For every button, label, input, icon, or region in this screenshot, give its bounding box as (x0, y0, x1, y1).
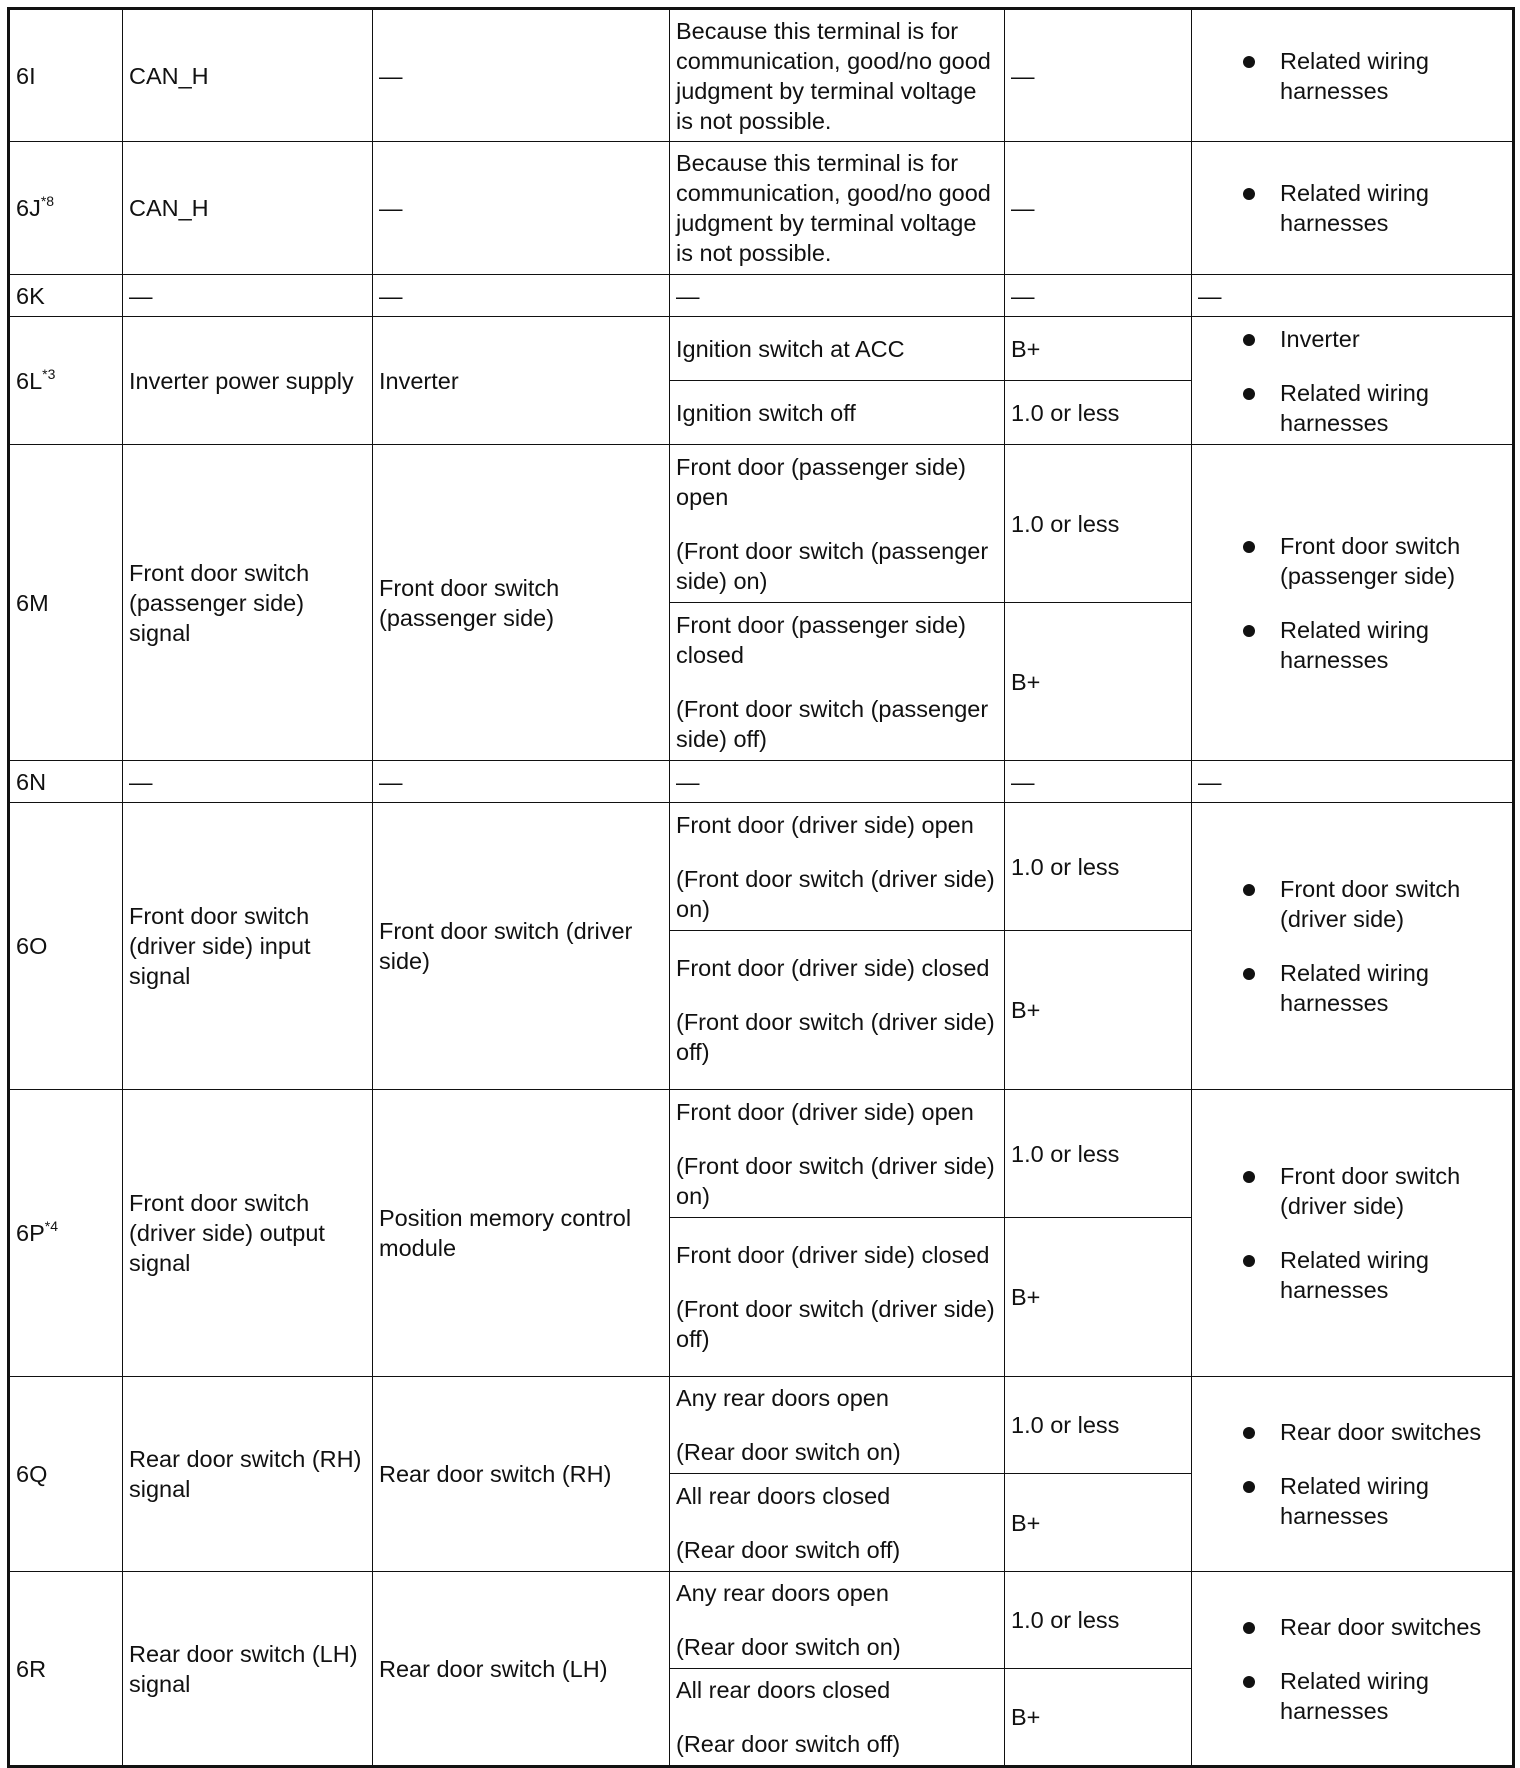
voltage-cell: B+ (1005, 1669, 1192, 1767)
terminal-id: 6I (16, 62, 36, 89)
voltage-cell: B+ (1005, 1474, 1192, 1572)
description-cell: Front door switch (driver side) input signal (123, 803, 373, 1090)
terminal-id: 6M (16, 589, 49, 616)
condition-cell (670, 1090, 1005, 1218)
table-row (9, 803, 1514, 931)
condition-cell (670, 317, 1005, 381)
description-cell: — (123, 275, 373, 317)
check-item: Related wiring harnesses (1240, 378, 1506, 438)
terminal-cell (9, 142, 123, 275)
terminal-id: 6R (16, 1655, 47, 1682)
condition-line: All rear doors closed (676, 1482, 891, 1509)
check-list (1198, 178, 1506, 238)
condition-line: Front door (driver side) closed (676, 1242, 990, 1268)
table-row (9, 275, 1514, 317)
connected-to-cell: Position memory control module (373, 1090, 670, 1377)
table-row (9, 9, 1514, 142)
condition-cell (670, 445, 1005, 603)
table-row (9, 142, 1514, 275)
check-item: Inverter (1240, 324, 1506, 354)
condition-cell (670, 1669, 1005, 1767)
description-cell: Inverter power supply (123, 317, 373, 445)
condition-cell (670, 1474, 1005, 1572)
condition-line: All rear doors closed (676, 1677, 891, 1703)
condition-line: (Rear door switch on) (676, 1439, 901, 1465)
check-item: Related wiring harnesses (1240, 1666, 1506, 1726)
check-items-cell (1192, 445, 1514, 761)
voltage-cell: — (1005, 761, 1192, 803)
voltage-cell: 1.0 or less (1005, 445, 1192, 603)
check-item: Related wiring harnesses (1240, 46, 1506, 106)
description-cell: CAN_H (123, 142, 373, 275)
condition-line: Ignition switch off (676, 399, 856, 426)
terminal-cell (9, 275, 123, 317)
check-items-cell (1192, 317, 1514, 445)
connected-to-cell: — (373, 142, 670, 275)
check-items-cell: — (1192, 761, 1514, 803)
condition-cell (670, 1218, 1005, 1377)
condition-cell (670, 761, 1005, 803)
voltage-cell: B+ (1005, 603, 1192, 761)
voltage-cell: B+ (1005, 1218, 1192, 1377)
table-row (9, 1377, 1514, 1474)
condition-line: (Front door switch (passenger side) on) (676, 537, 989, 594)
connected-to-cell: Front door switch (passenger side) (373, 445, 670, 761)
condition-line: (Rear door switch off) (676, 1731, 901, 1757)
terminal-note: *4 (44, 1218, 58, 1234)
condition-line: Because this terminal is for communication, good/no good judgment by terminal voltage is not possible. (676, 150, 991, 266)
check-item: Front door switch (driver side) (1240, 874, 1506, 934)
check-items-cell (1192, 142, 1514, 275)
check-list (1198, 531, 1506, 675)
condition-line: (Front door switch (driver side) on) (676, 1152, 995, 1209)
terminal-id: 6L (16, 367, 43, 394)
table-row (9, 317, 1514, 381)
terminal-id: 6Q (16, 1461, 48, 1487)
condition-cell (670, 931, 1005, 1090)
voltage-cell: — (1005, 9, 1192, 142)
check-item: Rear door switches (1240, 1417, 1506, 1447)
description-cell: Rear door switch (LH) signal (123, 1572, 373, 1767)
voltage-cell: B+ (1005, 931, 1192, 1090)
condition-line: Any rear doors open (676, 1385, 889, 1411)
condition-line: Front door (driver side) closed (676, 955, 990, 981)
description-cell: — (123, 761, 373, 803)
condition-line: Front door (driver side) open (676, 1098, 974, 1125)
terminal-cell (9, 317, 123, 445)
condition-line: (Front door switch (driver side) on) (676, 865, 995, 922)
condition-cell (670, 603, 1005, 761)
description-cell: CAN_H (123, 9, 373, 142)
check-item: Front door switch (passenger side) (1240, 531, 1506, 591)
condition-line: Front door (passenger side) open (676, 453, 966, 510)
condition-cell (670, 275, 1005, 317)
voltage-cell: 1.0 or less (1005, 1090, 1192, 1218)
condition-cell (670, 9, 1005, 142)
check-item: Front door switch (driver side) (1240, 1161, 1506, 1221)
condition-line: Front door (passenger side) closed (676, 611, 966, 668)
terminal-cell (9, 1572, 123, 1767)
terminal-note: *8 (40, 193, 55, 209)
condition-cell (670, 1377, 1005, 1474)
condition-cell (670, 381, 1005, 445)
terminal-cell (9, 9, 123, 142)
condition-line: (Front door switch (driver side) off) (676, 1296, 995, 1352)
condition-line: — (676, 282, 700, 309)
description-cell: Front door switch (passenger side) signal (123, 445, 373, 761)
check-items-cell (1192, 1090, 1514, 1377)
check-list (1198, 46, 1506, 106)
condition-line: Front door (driver side) open (676, 811, 974, 838)
condition-line: Ignition switch at ACC (676, 335, 905, 362)
check-item: Related wiring harnesses (1240, 1245, 1506, 1305)
check-item: Related wiring harnesses (1240, 615, 1506, 675)
connected-to-cell: Inverter (373, 317, 670, 445)
condition-cell (670, 1572, 1005, 1669)
voltage-cell: 1.0 or less (1005, 803, 1192, 931)
connected-to-cell: Front door switch (driver side) (373, 803, 670, 1090)
table-row (9, 761, 1514, 803)
connected-to-cell: — (373, 275, 670, 317)
condition-line: (Front door switch (passenger side) off) (676, 695, 989, 752)
table-row (9, 1090, 1514, 1218)
terminal-id: 6K (16, 282, 45, 309)
terminal-cell (9, 1377, 123, 1572)
connected-to-cell: Rear door switch (RH) (373, 1377, 670, 1572)
voltage-cell: — (1005, 142, 1192, 275)
check-list (1198, 1417, 1506, 1531)
terminal-spec-table (7, 7, 1515, 1768)
check-list (1198, 1161, 1506, 1305)
voltage-cell: B+ (1005, 317, 1192, 381)
terminal-id: 6P (16, 1220, 45, 1246)
condition-line: Because this terminal is for communication, good/no good judgment by terminal voltage is not possible. (676, 17, 991, 134)
check-list (1198, 1612, 1506, 1726)
table-body (9, 9, 1514, 1767)
terminal-cell (9, 761, 123, 803)
connected-to-cell: — (373, 761, 670, 803)
check-list (1198, 874, 1506, 1018)
condition-line: Any rear doors open (676, 1580, 889, 1606)
terminal-id: 6N (16, 768, 47, 795)
terminal-cell (9, 445, 123, 761)
check-items-cell (1192, 1377, 1514, 1572)
table-row (9, 1572, 1514, 1669)
description-cell: Front door switch (driver side) output signal (123, 1090, 373, 1377)
check-items-cell: — (1192, 275, 1514, 317)
check-items-cell (1192, 803, 1514, 1090)
check-item: Related wiring harnesses (1240, 958, 1506, 1018)
terminal-cell (9, 1090, 123, 1377)
terminal-id: 6O (16, 933, 48, 959)
check-items-cell (1192, 1572, 1514, 1767)
condition-line: — (676, 768, 700, 795)
voltage-cell: 1.0 or less (1005, 1572, 1192, 1669)
voltage-cell: 1.0 or less (1005, 1377, 1192, 1474)
terminal-cell (9, 803, 123, 1090)
connected-to-cell: Rear door switch (LH) (373, 1572, 670, 1767)
condition-line: (Front door switch (driver side) off) (676, 1009, 995, 1065)
check-item: Related wiring harnesses (1240, 178, 1506, 238)
voltage-cell: 1.0 or less (1005, 381, 1192, 445)
check-items-cell (1192, 9, 1514, 142)
check-item: Related wiring harnesses (1240, 1471, 1506, 1531)
check-item: Rear door switches (1240, 1612, 1506, 1642)
condition-line: (Rear door switch on) (676, 1634, 901, 1660)
terminal-id: 6J (16, 195, 41, 221)
connected-to-cell: — (373, 9, 670, 142)
terminal-note: *3 (42, 365, 56, 382)
voltage-cell: — (1005, 275, 1192, 317)
condition-cell (670, 803, 1005, 931)
condition-cell (670, 142, 1005, 275)
condition-line: (Rear door switch off) (676, 1536, 901, 1563)
description-cell: Rear door switch (RH) signal (123, 1377, 373, 1572)
table-row (9, 445, 1514, 603)
check-list (1198, 324, 1506, 438)
